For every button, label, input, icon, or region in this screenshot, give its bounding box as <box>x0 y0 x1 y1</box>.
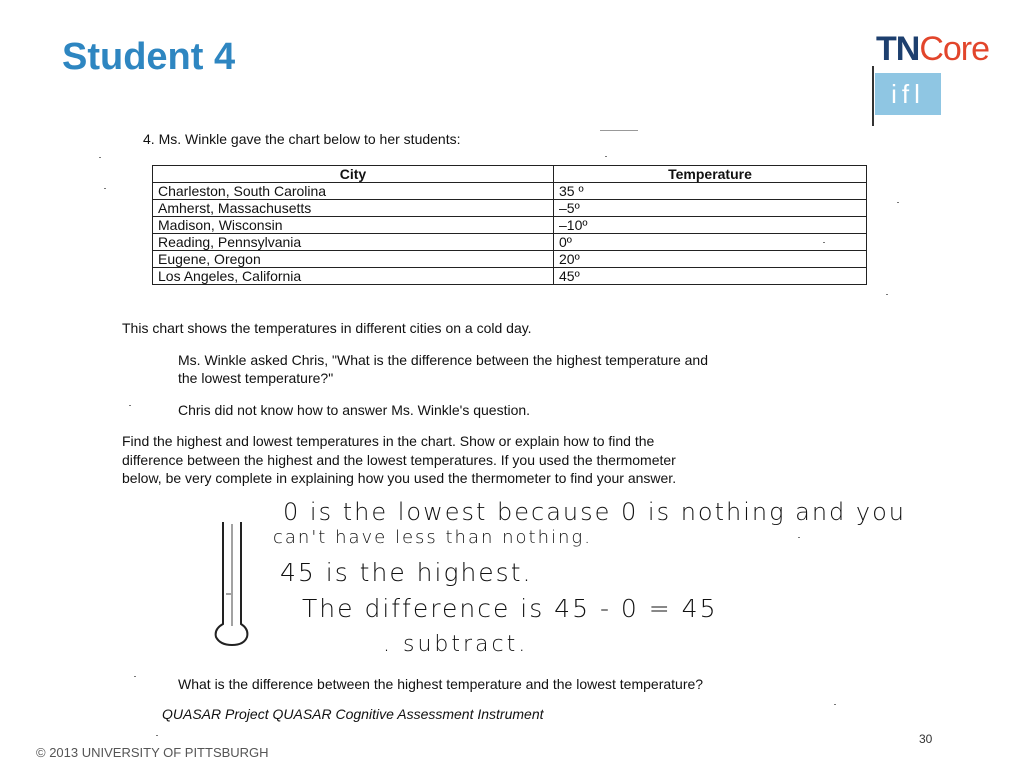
copyright-notice: © 2013 UNIVERSITY OF PITTSBURGH <box>36 745 269 760</box>
handwritten-answer-line-2: can't have less than nothing. <box>273 527 592 548</box>
city-cell: Charleston, South Carolina <box>153 183 554 200</box>
handwritten-answer-line-1: 0 is the lowest because 0 is nothing and you <box>283 498 907 526</box>
table-row <box>153 200 867 217</box>
source-citation: QUASAR Project QUASAR Cognitive Assessment Instrument <box>162 706 544 722</box>
column-header-city: City <box>153 166 554 183</box>
temperature-cell: 45º <box>554 268 867 285</box>
city-cell: Reading, Pennsylvania <box>153 234 554 251</box>
question-heading: 4. Ms. Winkle gave the chart below to her students: <box>143 131 461 147</box>
page-number: 30 <box>919 732 933 746</box>
temperature-table <box>152 165 867 285</box>
logo-ifl-badge: ifl <box>875 73 941 115</box>
instructions-line-1: Find the highest and lowest temperatures in the chart. Show or explain how to find the <box>122 433 655 449</box>
temperature-cell: –10º <box>554 217 867 234</box>
temperature-cell: 0º <box>554 234 867 251</box>
chart-description: This chart shows the temperatures in different cities on a cold day. <box>122 320 532 336</box>
table-row <box>153 234 867 251</box>
question-prompt-line-1: Ms. Winkle asked Chris, "What is the difference between the highest temperature and <box>178 352 708 368</box>
city-cell: Los Angeles, California <box>153 268 554 285</box>
table-row <box>153 183 867 200</box>
table-row <box>153 251 867 268</box>
chris-statement: Chris did not know how to answer Ms. Winkle's question. <box>178 402 531 418</box>
city-cell: Madison, Wisconsin <box>153 217 554 234</box>
thermometer-icon <box>212 518 252 646</box>
instructions-line-3: below, be very complete in explaining how you used the thermometer to find your answer. <box>122 470 677 486</box>
handwritten-answer-line-5: . subtract. <box>383 632 529 657</box>
temperature-cell: –5º <box>554 200 867 217</box>
city-cell: Eugene, Oregon <box>153 251 554 268</box>
temperature-cell: 20º <box>554 251 867 268</box>
question-prompt-line-2: the lowest temperature?" <box>178 370 334 386</box>
slide-title: Student 4 <box>62 36 236 78</box>
temperature-cell: 35 º <box>554 183 867 200</box>
final-question: What is the difference between the highest temperature and the lowest temperature? <box>178 676 704 692</box>
table-row <box>153 217 867 234</box>
handwritten-answer-line-3: 45 is the highest. <box>280 558 533 587</box>
table-header-row <box>153 166 867 183</box>
instructions-line-2: difference between the highest and the lowest temperatures. If you used the thermometer <box>122 452 676 468</box>
column-header-temperature: Temperature <box>554 166 867 183</box>
city-cell: Amherst, Massachusetts <box>153 200 554 217</box>
handwritten-answer-line-4: The difference is 45 - 0 = 45 <box>302 594 718 623</box>
table-row <box>153 268 867 285</box>
logo-tn-text: TN <box>876 30 920 68</box>
logo-core-text: Core <box>919 30 990 68</box>
